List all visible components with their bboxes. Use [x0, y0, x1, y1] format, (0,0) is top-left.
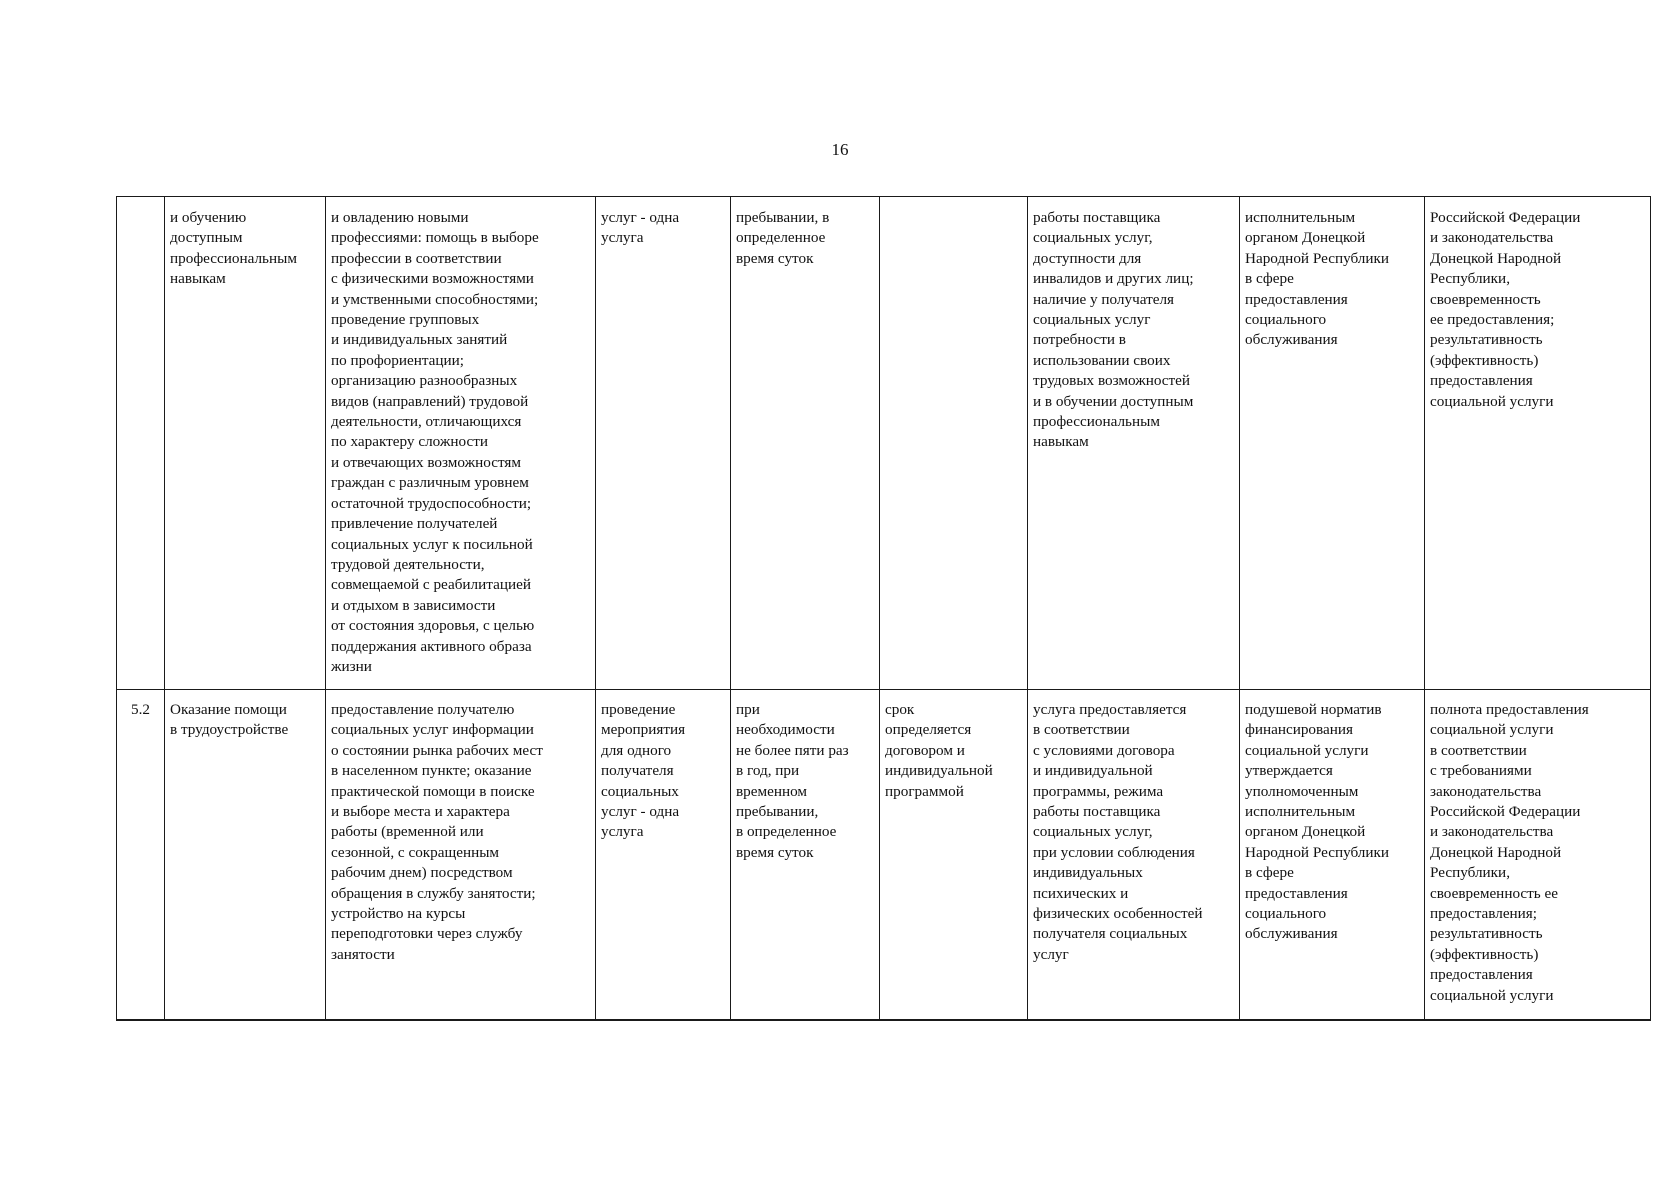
service-description: предоставление получателю социальных услуг информации о состоянии рынка рабочих мест в населенном пункте; оказание практической помощи в поиске и выборе места и характера работы (временной или сезонной, с сокращенным рабочим днем) посредством обращения в службу занятости; устройство на курсы переподготовки через службу занятости — [331, 701, 543, 963]
service-term-cell — [880, 690, 1028, 1020]
row-number: 5.2 — [131, 701, 150, 718]
service-description-cell — [326, 690, 596, 1020]
row-number-cell — [117, 197, 165, 690]
service-description-cell — [326, 197, 596, 690]
service-periodicity: при необходимости не более пяти раз в год, при временном пребывании, в определенное время суток — [736, 701, 849, 861]
service-name: и обучению доступным профессиональным навыкам — [170, 209, 297, 288]
service-norm: исполнительным органом Донецкой Народной Республики в сфере предоставления социального обслуживания — [1245, 209, 1390, 349]
service-indicators-cell — [1425, 690, 1651, 1020]
service-indicators: полнота предоставления социальной услуги в соответствии с требованиями законодательства Российской Федерации и законодательства Донецкой Народной Республики, своевременность ее предоставления; результативность (эффективность) предоставления социальной услуги — [1430, 701, 1589, 1004]
service-periodicity-cell — [731, 690, 880, 1020]
service-unit: проведение мероприятия для одного получателя социальных услуг - одна услуга — [601, 701, 686, 841]
service-term-cell — [880, 197, 1028, 690]
service-unit: услуг - одна услуга — [601, 209, 680, 247]
service-unit-cell — [596, 197, 731, 690]
service-unit-cell — [596, 690, 731, 1020]
row-number-cell — [117, 690, 165, 1020]
table-row — [117, 197, 1651, 690]
service-indicators: Российской Федерации и законодательства Донецкой Народной Республики, своевременность ее предоставления; результативность (эффективность) предоставления социальной услуги — [1430, 209, 1581, 410]
service-periodicity-cell — [731, 197, 880, 690]
service-name: Оказание помощи в трудоустройстве — [170, 701, 289, 739]
service-norm-cell — [1240, 690, 1425, 1020]
page-number: 16 — [831, 140, 849, 159]
service-norm: подушевой норматив финансирования социальной услуги утверждается уполномоченным исполнительным органом Донецкой Народной Республики в сфере предоставления социального обслуживания — [1245, 701, 1390, 943]
service-norm-cell — [1240, 197, 1425, 690]
service-indicators-cell — [1425, 197, 1651, 690]
services-table — [116, 196, 1651, 1021]
service-conditions: работы поставщика социальных услуг, доступности для инвалидов и других лиц; наличие у получателя социальных услуг потребности в использовании своих трудовых возможностей и в обучении доступным профессиональным навыкам — [1033, 209, 1194, 451]
service-periodicity: пребывании, в определенное время суток — [736, 209, 830, 267]
service-conditions-cell — [1028, 690, 1240, 1020]
table-row — [117, 690, 1651, 1020]
service-conditions-cell — [1028, 197, 1240, 690]
service-conditions: услуга предоставляется в соответствии с условиями договора и индивидуальной программы, режима работы поставщика социальных услуг, при условии соблюдения индивидуальных психических и физических особенностей получателя социальных услуг — [1033, 701, 1203, 963]
service-name-cell — [165, 197, 326, 690]
service-description: и овладению новыми профессиями: помощь в выборе профессии в соответствии с физическими возможностями и умственными способностями; проведение групповых и индивидуальных занятий по профориентации; организацию разнообразных видов (направлений) трудовой деятельности, отличающихся по характеру сложности и отвечающих возможностям граждан с различным уровнем остаточной трудоспособности; привлечение получателей социальных услуг к посильной трудовой деятельности, совмещаемой с реабилитацией и отдыхом в зависимости от состояния здоровья, с целью поддержания активного образа жизни — [331, 209, 539, 675]
service-term: срок определяется договором и индивидуальной программой — [885, 701, 993, 800]
service-name-cell — [165, 690, 326, 1020]
